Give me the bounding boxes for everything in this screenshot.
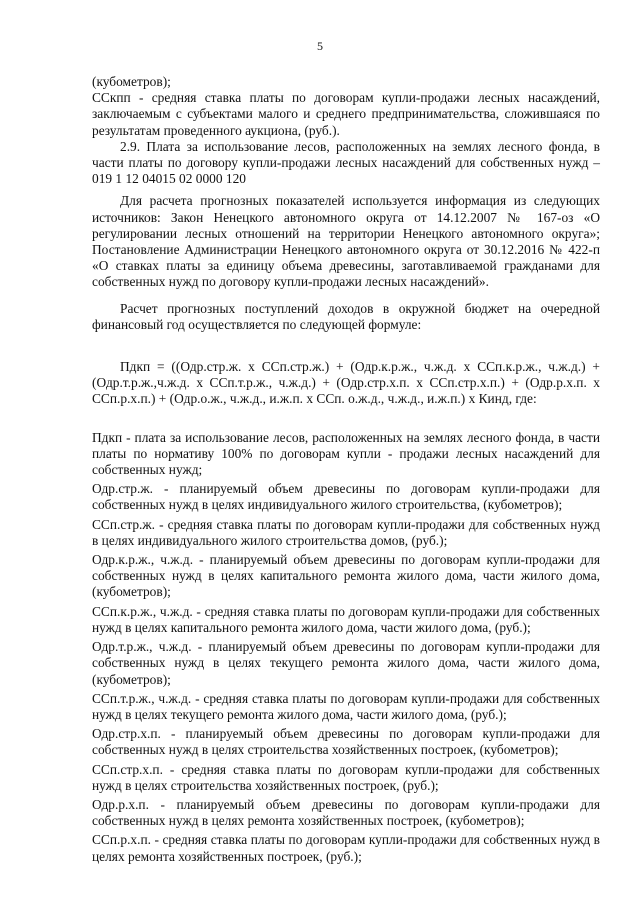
definition-ssp-kr-zh: ССп.к.р.ж., ч.ж.д. - средняя ставка платы по договорам купли-продажи для собственных нужд в целях капитального ремонта жилого дома, части жилого дома, (руб.); (92, 603, 600, 635)
page-number: 5 (317, 39, 323, 53)
paragraph-sources: Для расчета прогнозных показателей используется информация из следующих источников: Закон Ненецкого автономного округа от 14.12.2007 № 167-оз «О регулировании лесных отношений на территории Ненецкого автономного округа»; Постановление Администрации Ненецкого автономного округа от 30.12.2016 № 422-п «О ставках платы за единицу объема древесины, заготавливаемой гражданами для собственных нужд по договору купли-продажи лесных насаждений». (92, 193, 600, 290)
paragraph-calculation-intro: Расчет прогнозных поступлений доходов в окружной бюджет на очередной финансовый год осуществляется по следующей формуле: (92, 300, 600, 332)
paragraph-continuation: (кубометров); (92, 74, 171, 89)
definition-odr-tr-zh: Одр.т.р.ж., ч.ж.д. - планируемый объем древесины по договорам купли-продажи для собственных нужд в целях текущего ремонта жилого дома, части жилого дома, (кубометров); (92, 639, 600, 687)
definition-ssp-str-zh: ССп.стр.ж. - средняя ставка платы по договорам купли-продажи для собственных нужд в целях индивидуального жилого строительства домов, (руб.); (92, 516, 600, 548)
definition-ssp-r-hp: ССп.р.х.п. - средняя ставка платы по договорам купли-продажи для собственных нужд в целях ремонта хозяйственных построек, (руб.); (92, 832, 600, 864)
definition-odr-str-zh: Одр.стр.ж. - планируемый объем древесины по договорам купли-продажи для собственных нужд в целях индивидуального жилого строительства, (кубометров); (92, 481, 600, 513)
definition-ssp-str-hp: ССп.стр.х.п. - средняя ставка платы по договорам купли-продажи для собственных нужд в целях строительства хозяйственных построек, (руб.); (92, 761, 600, 793)
paragraph-section-2-9: 2.9. Плата за использование лесов, расположенных на землях лесного фонда, в части платы по договору купли-продажи лесных насаждений для собственных нужд – 019 1 12 04015 02 0000 120 (92, 138, 600, 187)
definition-odr-r-hp: Одр.р.х.п. - планируемый объем древесины по договорам купли-продажи для собственных нужд в целях ремонта хозяйственных построек, (кубометров); (92, 796, 600, 829)
definition-odr-kr-zh: Одр.к.р.ж., ч.ж.д. - планируемый объем древесины по договорам купли-продажи для собственных нужд в целях капитального ремонта жилого дома, части жилого дома, (кубометров); (92, 552, 600, 600)
document-body (92, 74, 600, 865)
definition-odr-str-hp: Одр.стр.х.п. - планируемый объем древесины по договорам купли-продажи для собственных нужд в целях строительства хозяйственных построек, (кубометров); (92, 726, 600, 758)
definition-pdkp: Пдкп - плата за использование лесов, расположенных на землях лесного фонда, в части платы по нормативу 100% по договорам купли - продажи лесных насаждений для собственных нужд; (92, 429, 600, 478)
definition-ssp-tr-zh: ССп.т.р.ж., ч.ж.д. - средняя ставка платы по договорам купли-продажи для собственных нужд в целях текущего ремонта жилого дома, части жилого дома, (руб.); (92, 690, 600, 722)
paragraph-sskpp-definition: ССкпп - средняя ставка платы по договорам купли-продажи лесных насаждений, заключаемым с субъектами малого и среднего предпринимательства, сложившаяся по результатам проведенного аукциона, (руб.). (92, 90, 600, 138)
formula: Пдкп = ((Одр.стр.ж. х ССп.стр.ж.) + (Одр.к.р.ж., ч.ж.д. х ССп.к.р.ж., ч.ж.д.) + (Одр.т.р.ж.,ч.ж.д. х ССп.т.р.ж., ч.ж.д.) + (Одр.стр.х.п. х ССп.стр.х.п.) + (Одр.р.х.п. х ССп.р.х.п.) + (Одр.о.ж., ч.ж.д., и.ж.п. х ССп. о.ж.д., ч.ж.д., и.ж.п.) х Кинд, где: (92, 359, 600, 407)
